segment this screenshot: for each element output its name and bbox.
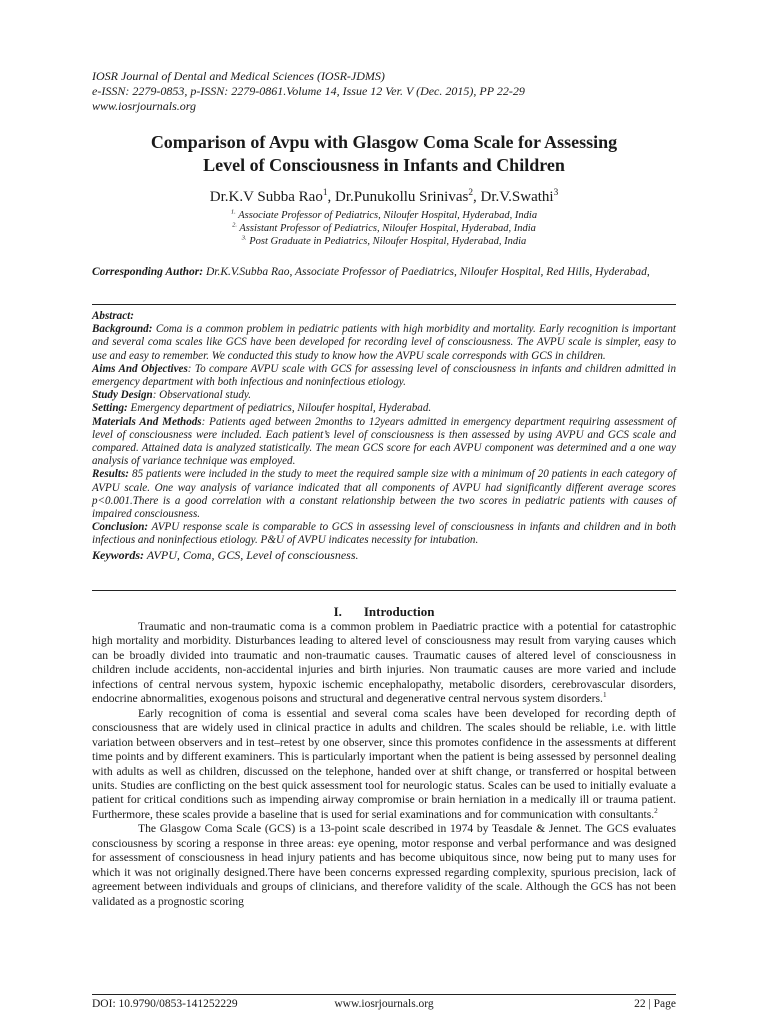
author-name: Dr.K.V Subba Rao bbox=[209, 189, 323, 205]
conclusion-label: Conclusion: bbox=[92, 521, 149, 534]
background-label: Background: bbox=[92, 323, 153, 336]
affiliation-text: Post Graduate in Pediatrics, Niloufer Hospital, Hyderabad, India bbox=[249, 236, 527, 247]
setting-text: Emergency department of pediatrics, Niloufer hospital, Hyderabad. bbox=[130, 402, 432, 415]
paragraph bbox=[92, 707, 676, 823]
footer-doi: DOI: 10.9790/0853-141252229 bbox=[92, 998, 238, 1010]
abstract-results bbox=[92, 468, 676, 521]
methods-label: Materials And Methods bbox=[92, 415, 202, 428]
corresponding-author bbox=[92, 265, 676, 280]
abstract-bottom-rule bbox=[92, 590, 676, 591]
title-line-1: Comparison of Avpu with Glasgow Coma Scale for Assessing bbox=[150, 132, 618, 152]
paragraph-text: Traumatic and non-traumatic coma is a common problem in Paediatric practice with a potential for catastrophic high mortality and morbidity. Disturbances leading to altered level of consciousness may result from varying causes which can be broadly divided into traumatic and non-traumatic causes. Traumatic causes of altered level of consciousness in children include accidents, non-accidental injuries and birth injuries. Non traumatic causes are more varied and include infections of central nervous system, hypoxic ischemic encephalopathy, metabolic disorders, cerebrovascular disorders, endocrine abnormalities, exogenous poisons and structural and degenerative central nervous system disorders. bbox=[92, 620, 676, 706]
conclusion-text: AVPU response scale is comparable to GCS in assessing level of consciousness in infants and children and in both infectious and noninfectious etiology. P&U of AVPU indicates necessity for intubation. bbox=[92, 521, 676, 547]
abstract-design bbox=[92, 389, 676, 402]
abstract-heading: Abstract: bbox=[92, 310, 134, 322]
corresponding-text: Dr.K.V.Subba Rao, Associate Professor of Paediatrics, Niloufer Hospital, Red Hills, Hyderabad, bbox=[205, 266, 650, 278]
footer-page-number: 22 | Page bbox=[634, 998, 676, 1010]
journal-url[interactable]: www.iosrjournals.org bbox=[92, 99, 197, 113]
design-text: : Observational study. bbox=[152, 389, 252, 402]
abstract-conclusion bbox=[92, 521, 676, 547]
abstract-background bbox=[92, 323, 676, 363]
paragraph-text: The Glasgow Coma Scale (GCS) is a 13-point scale described in 1974 by Teasdale & Jennet. The GCS evaluates consciousness by scoring a response in three areas: eye opening, motor response and verbal performance and was designed for assessment of consciousness in head injury patients and has become ubiquitous since, now being put to many uses for which it was not originally designed.There have been concerns expressed regarding complexity, spurious precision, lack of agreement between individuals and groups of clinicians, and therefore validity of the scale. Although the GCS has not been validated as a prognostic scoring bbox=[92, 822, 676, 908]
affiliation-sup: 2. bbox=[232, 221, 237, 229]
affiliation bbox=[92, 235, 676, 248]
author-name: Dr.Punukollu Srinivas bbox=[334, 189, 469, 205]
footer-url[interactable]: www.iosrjournals.org bbox=[334, 998, 434, 1010]
journal-header bbox=[92, 69, 525, 114]
abstract-methods bbox=[92, 416, 676, 469]
affiliation-text: Associate Professor of Pediatrics, Niloufer Hospital, Hyderabad, India bbox=[238, 210, 538, 221]
abstract-aims bbox=[92, 363, 676, 389]
affiliation bbox=[92, 209, 676, 222]
design-label: Study Design bbox=[92, 389, 153, 402]
affiliation-text: Assistant Professor of Pediatrics, Niloufer Hospital, Hyderabad, India bbox=[239, 223, 536, 234]
author-name: Dr.V.Swathi bbox=[480, 189, 554, 205]
abstract-setting bbox=[92, 402, 676, 415]
citation-ref: 1 bbox=[602, 691, 607, 700]
title-line-2: Level of Consciousness in Infants and Children bbox=[203, 155, 565, 175]
methods-text: : Patients aged between 2months to 12years admitted in emergency department requiring assessment of level of consciousness were included. Each patient’s level of consciousness is then assessed by using AVPU and GCS scale and compared. Attained data is analyzed statistically. The mean GCS score for each AVPU component was determined and a one way analysis of variance technique was employed. bbox=[92, 415, 676, 468]
paragraph-text: Early recognition of coma is essential and several coma scales have been developed for recording depth of consciousness that are widely used in clinical practice in adults and children. The scales should be reliable, i.e. with little variation between observers and in test–retest by one observer, since this promotes confidence in the assessments at different time points and by different examiners. This is particularly important when the patient is being assessed by personnel dealing with adults as well as children, discussed on the telephone, handed over at shift change, or transferred or hospital between units. Studies are conflicting on the best quick assessment tool for neurologic status. Scales can be used to initially evaluate a patient for critical conditions such as impending airway compromise or brain herniation in a medically ill or trauma patient. Furthermore, these scales provide a baseline that is used for serial examinations and for communication with consultants. bbox=[92, 706, 676, 821]
affiliation-sup: 1. bbox=[230, 208, 236, 216]
journal-issn: e-ISSN: 2279-0853, p-ISSN: 2279-0861.Volume 14, Issue 12 Ver. V (Dec. 2015), PP 22-29 bbox=[92, 84, 525, 98]
affiliation bbox=[92, 222, 676, 235]
aims-text: : To compare AVPU scale with GCS for assessing level of consciousness in infants and children admitted in emergency department with both infectious and noninfectious etiology. bbox=[92, 362, 676, 389]
keywords-text: AVPU, Coma, GCS, Level of consciousness. bbox=[146, 547, 359, 562]
author-sup: 3 bbox=[553, 188, 559, 198]
affiliations bbox=[92, 209, 676, 248]
footer-rule bbox=[92, 994, 676, 995]
section-title: Introduction bbox=[363, 604, 435, 619]
aims-label: Aims And Objectives bbox=[92, 362, 188, 375]
results-text: 85 patients were included in the study to meet the required sample size with a minimum of 20 patients in each category of AVPU scale. One way analysis of variance indicated that all components of AVPU had significantly different average scores p<0.001.There is a good correlation with a constant relationship between the two scores in pediatric patients with causes of impaired consciousness. bbox=[92, 468, 677, 521]
results-label: Results: bbox=[92, 468, 129, 481]
introduction-body bbox=[92, 620, 676, 909]
paragraph bbox=[92, 822, 676, 909]
section-number: I. bbox=[333, 604, 342, 619]
journal-name: IOSR Journal of Dental and Medical Sciences (IOSR-JDMS) bbox=[92, 69, 385, 83]
section-heading bbox=[92, 604, 676, 620]
author-sup: 2 bbox=[468, 188, 473, 198]
paper-title bbox=[92, 131, 676, 177]
keywords-label: Keywords: bbox=[92, 547, 144, 562]
citation-ref: 2 bbox=[654, 807, 658, 816]
setting-label: Setting: bbox=[92, 402, 128, 415]
author-separator: , bbox=[327, 189, 335, 205]
background-text: Coma is a common problem in pediatric patients with high morbidity and mortality. Early recognition is important and several coma scales like GCS have been developed for recording level of consciousness. The AVPU scale is simpler, easy to use and easy to remember. We conducted this study to know how the AVPU scale corresponds with GCS in children. bbox=[92, 323, 676, 362]
author-separator: , bbox=[473, 189, 481, 205]
corresponding-label: Corresponding Author: bbox=[92, 266, 204, 278]
paper-page bbox=[92, 0, 676, 1024]
abstract-keywords bbox=[92, 548, 676, 562]
abstract-top-rule bbox=[92, 304, 676, 305]
abstract bbox=[92, 310, 676, 562]
author-list bbox=[92, 188, 676, 206]
paragraph bbox=[92, 620, 676, 707]
author-sup: 1 bbox=[322, 188, 328, 198]
affiliation-sup: 3. bbox=[241, 234, 247, 242]
